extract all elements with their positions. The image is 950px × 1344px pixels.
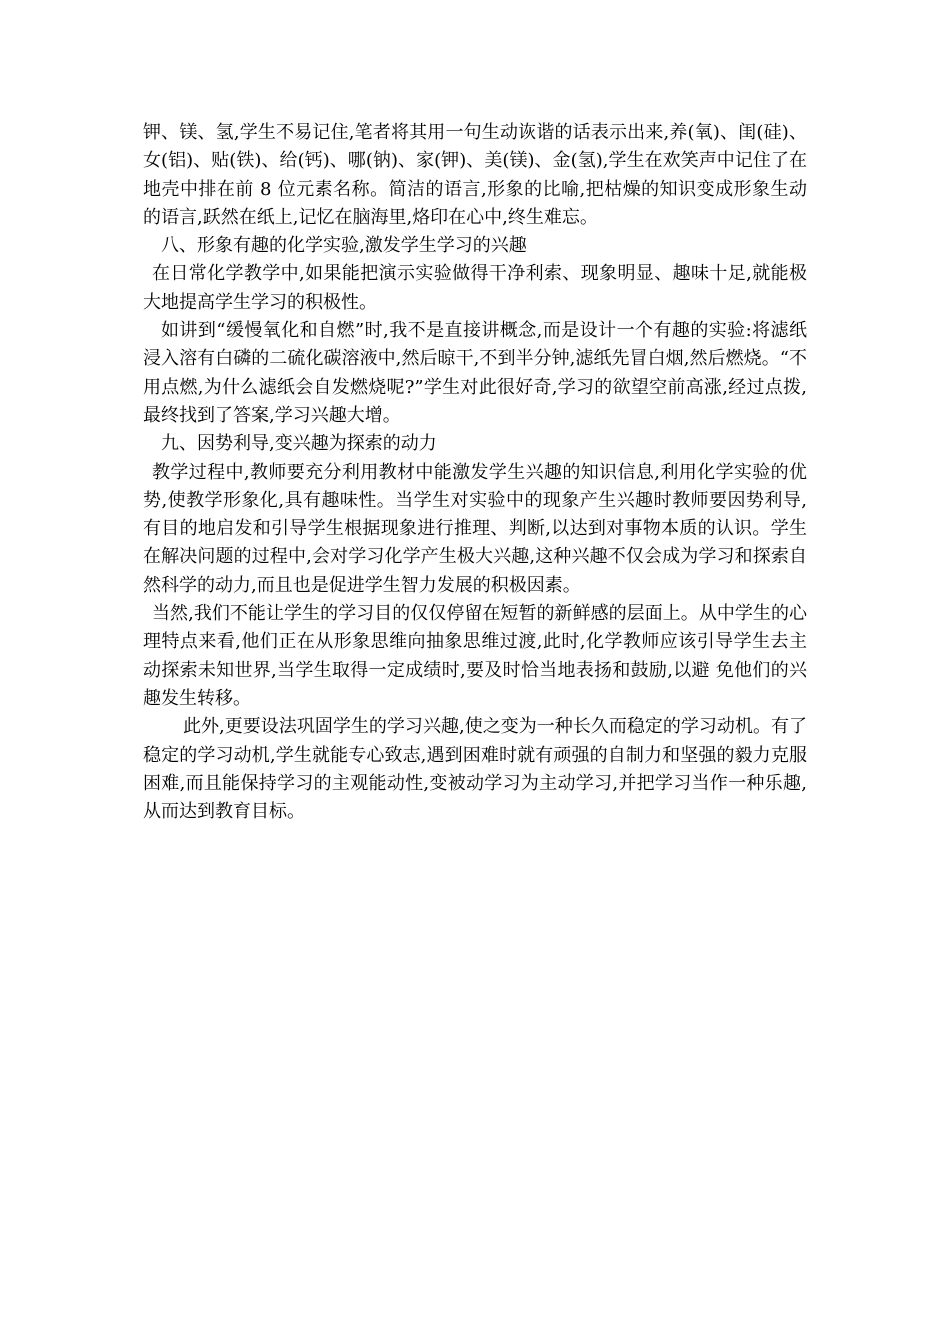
document-body (143, 119, 807, 826)
paragraph-demo-experiments: 在日常化学教学中,如果能把演示实验做得干净利索、现象明显、趣味十足,就能极大地提高学生学习的积极性。 (143, 263, 807, 313)
section-heading-8: 八、形象有趣的化学实验,激发学生学习的兴趣 (161, 235, 527, 257)
paragraph-element-mnemonic: 钾、镁、氢,学生不易记住,笔者将其用一句生动诙谐的话表示出来,养(氧)、闺(硅)、女(铝)、贴(铁)、给(钙)、哪(钠)、家(钾)、美(镁)、金(氢),学生在欢笑声中记住了在地壳中排在前 8 位元素名称。简洁的语言,形象的比喻,把枯燥的知识变成形象生动的语言,跃然在纸上,记忆在脑海里,烙印在心中,终生难忘。 (143, 122, 807, 228)
section-heading-9: 九、因势利导,变兴趣为探索的动力 (161, 433, 437, 455)
paragraph-phosphorus-experiment: 如讲到“缓慢氧化和自燃”时,我不是直接讲概念,而是设计一个有趣的实验:将滤纸浸入溶有白磷的二硫化碳溶液中,然后晾干,不到半分钟,滤纸先冒白烟,然后燃烧。“不用点燃,为什么滤纸会自发燃烧呢?”学生对此很好奇,学习的欲望空前高涨,经过点拨,最终找到了答案,学习兴趣大增。 (143, 320, 807, 426)
paragraph-student-psychology: 当然,我们不能让学生的学习目的仅仅停留在短暂的新鲜感的层面上。从中学生的心理特点来看,他们正在从形象思维向抽象思维过渡,此时,化学教师应该引导学生去主动探索未知世界,当学生取得一定成绩时,要及时恰当地表扬和鼓励,以避 免他们的兴趣发生转移。 (143, 603, 807, 709)
paragraph-conclusion: 此外,更要设法巩固学生的学习兴趣,使之变为一种长久而稳定的学习动机。有了稳定的学习动机,学生就能专心致志,遇到困难时就有顽强的自制力和坚强的毅力克服困难,而且能保持学习的主观能动性,变被动学习为主动学习,并把学习当作一种乐趣,从而达到教育目标。 (143, 716, 807, 823)
paragraph-teaching-process: 教学过程中,教师要充分利用教材中能激发学生兴趣的知识信息,利用化学实验的优势,使教学形象化,具有趣味性。当学生对实验中的现象产生兴趣时教师要因势利导,有目的地启发和引导学生根据现象进行推理、判断,以达到对事物本质的认识。学生在解决问题的过程中,会对学习化学产生极大兴趣,这种兴趣不仅会成为学习和探索自然科学的动力,而且也是促进学生智力发展的积极因素。 (143, 461, 807, 596)
